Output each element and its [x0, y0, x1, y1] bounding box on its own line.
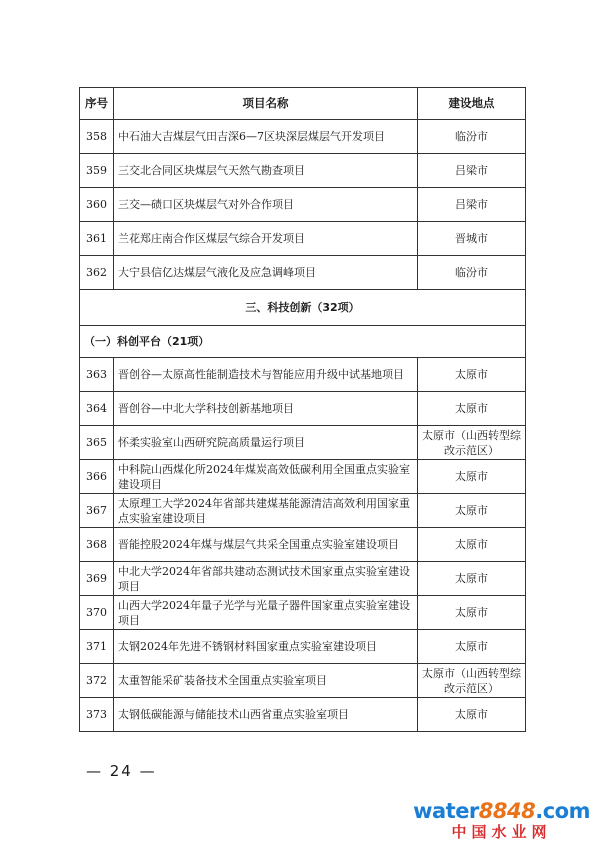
- page-number: — 24 —: [86, 762, 157, 780]
- header-name: 项目名称: [114, 88, 418, 120]
- header-no: 序号: [80, 88, 114, 120]
- table-row: 363 晋创谷—太原高性能制造技术与智能应用升级中试基地项目 太原市: [80, 358, 526, 392]
- table-row: 358 中石油大吉煤层气田吉深6—7区块深层煤层气开发项目 临汾市: [80, 120, 526, 154]
- table-row: 370 山西大学2024年量子光学与光量子器件国家重点实验室建设项目 太原市: [80, 596, 526, 630]
- table-row: 367 太原理工大学2024年省部共建煤基能源清洁高效利用国家重点实验室建设项目 太原市: [80, 494, 526, 528]
- subsection-title: （一）科创平台（21项）: [80, 326, 526, 358]
- section-title: 三、科技创新（32项）: [80, 290, 526, 326]
- table-row: 360 三交—碛口区块煤层气对外合作项目 吕梁市: [80, 188, 526, 222]
- table-row: 366 中科院山西煤化所2024年煤炭高效低碳利用全国重点实验室建设项目 太原市: [80, 460, 526, 494]
- table-row: 372 太重智能采矿装备技术全国重点实验室项目 太原市（山西转型综改示范区）: [80, 664, 526, 698]
- projects-table: [79, 87, 526, 732]
- watermark-subtitle: 中国水业网: [451, 823, 552, 841]
- table-row: 364 晋创谷—中北大学科技创新基地项目 太原市: [80, 392, 526, 426]
- subsection-row: [80, 326, 526, 358]
- header-row: [80, 88, 526, 120]
- watermark-brand: water8848.com: [413, 799, 590, 823]
- table-row: 369 中北大学2024年省部共建动态测试技术国家重点实验室建设项目 太原市: [80, 562, 526, 596]
- table-row: 361 兰花郑庄南合作区煤层气综合开发项目 晋城市: [80, 222, 526, 256]
- table-row: 362 大宁县信亿达煤层气液化及应急调峰项目 临汾市: [80, 256, 526, 290]
- table-row: 371 太钢2024年先进不锈钢材料国家重点实验室建设项目 太原市: [80, 630, 526, 664]
- section-row: [80, 290, 526, 326]
- table-row: 359 三交北合同区块煤层气天然气勘查项目 吕梁市: [80, 154, 526, 188]
- table-row: 368 晋能控股2024年煤与煤层气共采全国重点实验室建设项目 太原市: [80, 528, 526, 562]
- watermark-logo: [413, 799, 590, 842]
- table-row: 365 怀柔实验室山西研究院高质量运行项目 太原市（山西转型综改示范区）: [80, 426, 526, 460]
- header-location: 建设地点: [418, 88, 526, 120]
- table-row: 373 太钢低碳能源与储能技术山西省重点实验室项目 太原市: [80, 698, 526, 732]
